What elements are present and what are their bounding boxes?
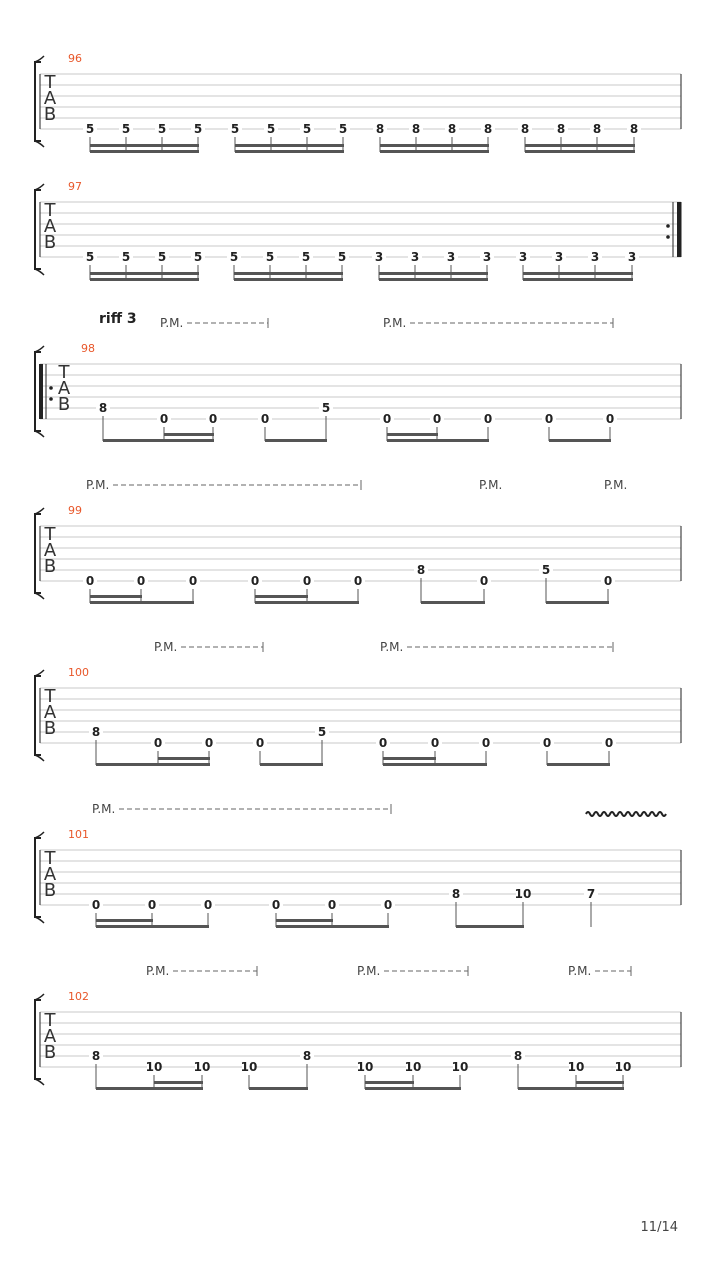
fret-number: 10 bbox=[451, 1060, 469, 1074]
fret-number: 3 bbox=[410, 250, 420, 264]
fret-number: 0 bbox=[605, 412, 615, 426]
tab-clef-letter: T bbox=[44, 200, 56, 221]
beam bbox=[96, 1087, 203, 1090]
beam bbox=[518, 1087, 624, 1090]
fret-number: 0 bbox=[260, 412, 270, 426]
fret-number: 5 bbox=[230, 122, 240, 136]
fret-number: 8 bbox=[513, 1049, 523, 1063]
tab-system-101 bbox=[35, 802, 681, 928]
beam bbox=[276, 925, 389, 928]
fret-number: 0 bbox=[432, 412, 442, 426]
fret-number: 10 bbox=[240, 1060, 258, 1074]
tab-clef-letter: T bbox=[44, 524, 56, 545]
beam-secondary bbox=[158, 757, 210, 760]
fret-number: 8 bbox=[416, 563, 426, 577]
fret-number: 5 bbox=[121, 122, 131, 136]
fret-number: 7 bbox=[586, 887, 596, 901]
fret-number: 0 bbox=[250, 574, 260, 588]
fret-number: 0 bbox=[544, 412, 554, 426]
tab-system-98 bbox=[35, 311, 681, 442]
fret-number: 8 bbox=[629, 122, 639, 136]
fret-number: 5 bbox=[266, 122, 276, 136]
beam-secondary bbox=[383, 757, 436, 760]
tab-clef-letter: A bbox=[43, 864, 57, 885]
fret-number: 3 bbox=[554, 250, 564, 264]
beam bbox=[234, 278, 343, 281]
tab-system-102 bbox=[35, 964, 681, 1090]
measure-number: 100 bbox=[68, 666, 89, 679]
palm-mute-label: P.M. bbox=[86, 478, 110, 492]
fret-number: 8 bbox=[520, 122, 530, 136]
palm-mute-label: P.M. bbox=[160, 316, 184, 330]
measure-number: 98 bbox=[81, 342, 95, 355]
beam bbox=[235, 150, 344, 153]
fret-number: 8 bbox=[483, 122, 493, 136]
repeat-dot bbox=[49, 386, 53, 390]
beam-secondary bbox=[154, 1081, 203, 1084]
fret-number: 8 bbox=[451, 887, 461, 901]
fret-number: 0 bbox=[136, 574, 146, 588]
palm-mute-label: P.M. bbox=[604, 478, 628, 492]
beam-secondary bbox=[90, 272, 199, 275]
fret-number: 0 bbox=[479, 574, 489, 588]
fret-number: 3 bbox=[627, 250, 637, 264]
measure-number: 101 bbox=[68, 828, 89, 841]
fret-number: 0 bbox=[153, 736, 163, 750]
beam bbox=[549, 439, 611, 442]
fret-number: 5 bbox=[321, 401, 331, 415]
fret-number: 5 bbox=[157, 122, 167, 136]
palm-mute-label: P.M. bbox=[357, 964, 381, 978]
fret-number: 0 bbox=[382, 412, 392, 426]
fret-number: 10 bbox=[567, 1060, 585, 1074]
fret-number: 0 bbox=[353, 574, 363, 588]
tab-clef-letter: B bbox=[43, 104, 57, 125]
fret-number: 0 bbox=[430, 736, 440, 750]
page-number: 11/14 bbox=[640, 1220, 678, 1235]
fret-number: 10 bbox=[145, 1060, 163, 1074]
fret-number: 0 bbox=[378, 736, 388, 750]
beam bbox=[387, 439, 489, 442]
tab-clef-letter: B bbox=[43, 556, 57, 577]
fret-number: 8 bbox=[98, 401, 108, 415]
fret-number: 0 bbox=[604, 736, 614, 750]
fret-number: 8 bbox=[411, 122, 421, 136]
tab-system-99 bbox=[35, 478, 681, 604]
beam bbox=[90, 601, 194, 604]
fret-number: 0 bbox=[159, 412, 169, 426]
fret-number: 8 bbox=[91, 725, 101, 739]
fret-number: 0 bbox=[327, 898, 337, 912]
palm-mute-label: P.M. bbox=[568, 964, 592, 978]
fret-number: 0 bbox=[203, 898, 213, 912]
beam bbox=[103, 439, 214, 442]
fret-number: 0 bbox=[208, 412, 218, 426]
fret-number: 5 bbox=[317, 725, 327, 739]
beam bbox=[421, 601, 485, 604]
tab-system-97 bbox=[35, 180, 681, 281]
beam bbox=[547, 763, 610, 766]
fret-number: 8 bbox=[556, 122, 566, 136]
tab-clef-letter: B bbox=[43, 232, 57, 253]
beam-secondary bbox=[387, 433, 438, 436]
fret-number: 5 bbox=[337, 250, 347, 264]
fret-number: 0 bbox=[603, 574, 613, 588]
fret-number: 5 bbox=[193, 250, 203, 264]
repeat-start-thick-bar bbox=[39, 364, 43, 419]
fret-number: 8 bbox=[447, 122, 457, 136]
fret-number: 5 bbox=[302, 122, 312, 136]
fret-number: 10 bbox=[356, 1060, 374, 1074]
repeat-dot bbox=[666, 224, 670, 228]
palm-mute-label: P.M. bbox=[380, 640, 404, 654]
beam bbox=[380, 150, 489, 153]
repeat-end-thick-bar bbox=[677, 202, 681, 257]
beam-secondary bbox=[235, 144, 344, 147]
fret-number: 10 bbox=[193, 1060, 211, 1074]
tab-clef-letter: B bbox=[43, 1042, 57, 1063]
beam-secondary bbox=[379, 272, 488, 275]
tab-clef-letter: T bbox=[44, 72, 56, 93]
fret-number: 3 bbox=[446, 250, 456, 264]
fret-number: 3 bbox=[374, 250, 384, 264]
beam bbox=[523, 278, 633, 281]
fret-number: 8 bbox=[375, 122, 385, 136]
palm-mute-label: P.M. bbox=[479, 478, 503, 492]
beam-secondary bbox=[525, 144, 635, 147]
beam bbox=[96, 925, 209, 928]
beam bbox=[379, 278, 488, 281]
beam bbox=[456, 925, 524, 928]
fret-number: 5 bbox=[121, 250, 131, 264]
fret-number: 8 bbox=[302, 1049, 312, 1063]
measure-number: 96 bbox=[68, 52, 82, 65]
beam-secondary bbox=[96, 919, 153, 922]
palm-mute-label: P.M. bbox=[154, 640, 178, 654]
fret-number: 0 bbox=[204, 736, 214, 750]
fret-number: 0 bbox=[85, 574, 95, 588]
fret-number: 10 bbox=[614, 1060, 632, 1074]
beam-secondary bbox=[90, 144, 199, 147]
tab-clef-letter: A bbox=[43, 540, 57, 561]
fret-number: 0 bbox=[542, 736, 552, 750]
measure-number: 102 bbox=[68, 990, 89, 1003]
fret-number: 5 bbox=[265, 250, 275, 264]
beam bbox=[90, 278, 199, 281]
tab-clef-letter: B bbox=[57, 394, 71, 415]
beam-secondary bbox=[234, 272, 343, 275]
beam bbox=[260, 763, 323, 766]
beam bbox=[249, 1087, 308, 1090]
fret-number: 3 bbox=[590, 250, 600, 264]
tab-clef-letter: T bbox=[44, 848, 56, 869]
palm-mute-label: P.M. bbox=[146, 964, 170, 978]
beam-secondary bbox=[164, 433, 214, 436]
beam-secondary bbox=[523, 272, 633, 275]
section-label-riff: riff 3 bbox=[99, 311, 137, 327]
beam-secondary bbox=[365, 1081, 414, 1084]
tab-clef-letter: T bbox=[44, 686, 56, 707]
beam bbox=[383, 763, 487, 766]
tab-clef-letter: A bbox=[43, 702, 57, 723]
beam bbox=[525, 150, 635, 153]
tab-system-100 bbox=[35, 640, 681, 766]
fret-number: 5 bbox=[541, 563, 551, 577]
beam-secondary bbox=[90, 595, 142, 598]
palm-mute-label: P.M. bbox=[92, 802, 116, 816]
fret-number: 5 bbox=[193, 122, 203, 136]
repeat-dot bbox=[666, 235, 670, 239]
tab-clef-letter: B bbox=[43, 718, 57, 739]
fret-number: 5 bbox=[85, 250, 95, 264]
tab-clef-letter: B bbox=[43, 880, 57, 901]
beam bbox=[96, 763, 210, 766]
measure-number: 99 bbox=[68, 504, 82, 517]
fret-number: 3 bbox=[482, 250, 492, 264]
beam bbox=[255, 601, 359, 604]
fret-number: 8 bbox=[91, 1049, 101, 1063]
fret-number: 0 bbox=[147, 898, 157, 912]
fret-number: 10 bbox=[514, 887, 532, 901]
fret-number: 0 bbox=[271, 898, 281, 912]
fret-number: 5 bbox=[301, 250, 311, 264]
fret-number: 0 bbox=[383, 898, 393, 912]
fret-number: 5 bbox=[229, 250, 239, 264]
tab-system-96 bbox=[35, 52, 681, 153]
beam-secondary bbox=[276, 919, 333, 922]
fret-number: 5 bbox=[157, 250, 167, 264]
fret-number: 8 bbox=[592, 122, 602, 136]
beam-secondary bbox=[255, 595, 308, 598]
tab-clef-letter: A bbox=[57, 378, 71, 399]
fret-number: 3 bbox=[518, 250, 528, 264]
beam bbox=[365, 1087, 461, 1090]
fret-number: 0 bbox=[483, 412, 493, 426]
fret-number: 0 bbox=[188, 574, 198, 588]
tab-clef-letter: A bbox=[43, 88, 57, 109]
fret-number: 5 bbox=[85, 122, 95, 136]
fret-number: 0 bbox=[302, 574, 312, 588]
beam-secondary bbox=[576, 1081, 624, 1084]
beam bbox=[265, 439, 327, 442]
repeat-dot bbox=[49, 397, 53, 401]
fret-number: 10 bbox=[404, 1060, 422, 1074]
tab-clef-letter: T bbox=[58, 362, 70, 383]
fret-number: 5 bbox=[338, 122, 348, 136]
vibrato-wavy-line bbox=[586, 812, 666, 816]
fret-number: 0 bbox=[255, 736, 265, 750]
tab-clef-letter: A bbox=[43, 216, 57, 237]
tab-clef-letter: T bbox=[44, 1010, 56, 1031]
beam-secondary bbox=[380, 144, 489, 147]
tab-clef-letter: A bbox=[43, 1026, 57, 1047]
fret-number: 0 bbox=[91, 898, 101, 912]
palm-mute-label: P.M. bbox=[383, 316, 407, 330]
fret-number: 0 bbox=[481, 736, 491, 750]
beam bbox=[90, 150, 199, 153]
beam bbox=[546, 601, 609, 604]
measure-number: 97 bbox=[68, 180, 82, 193]
